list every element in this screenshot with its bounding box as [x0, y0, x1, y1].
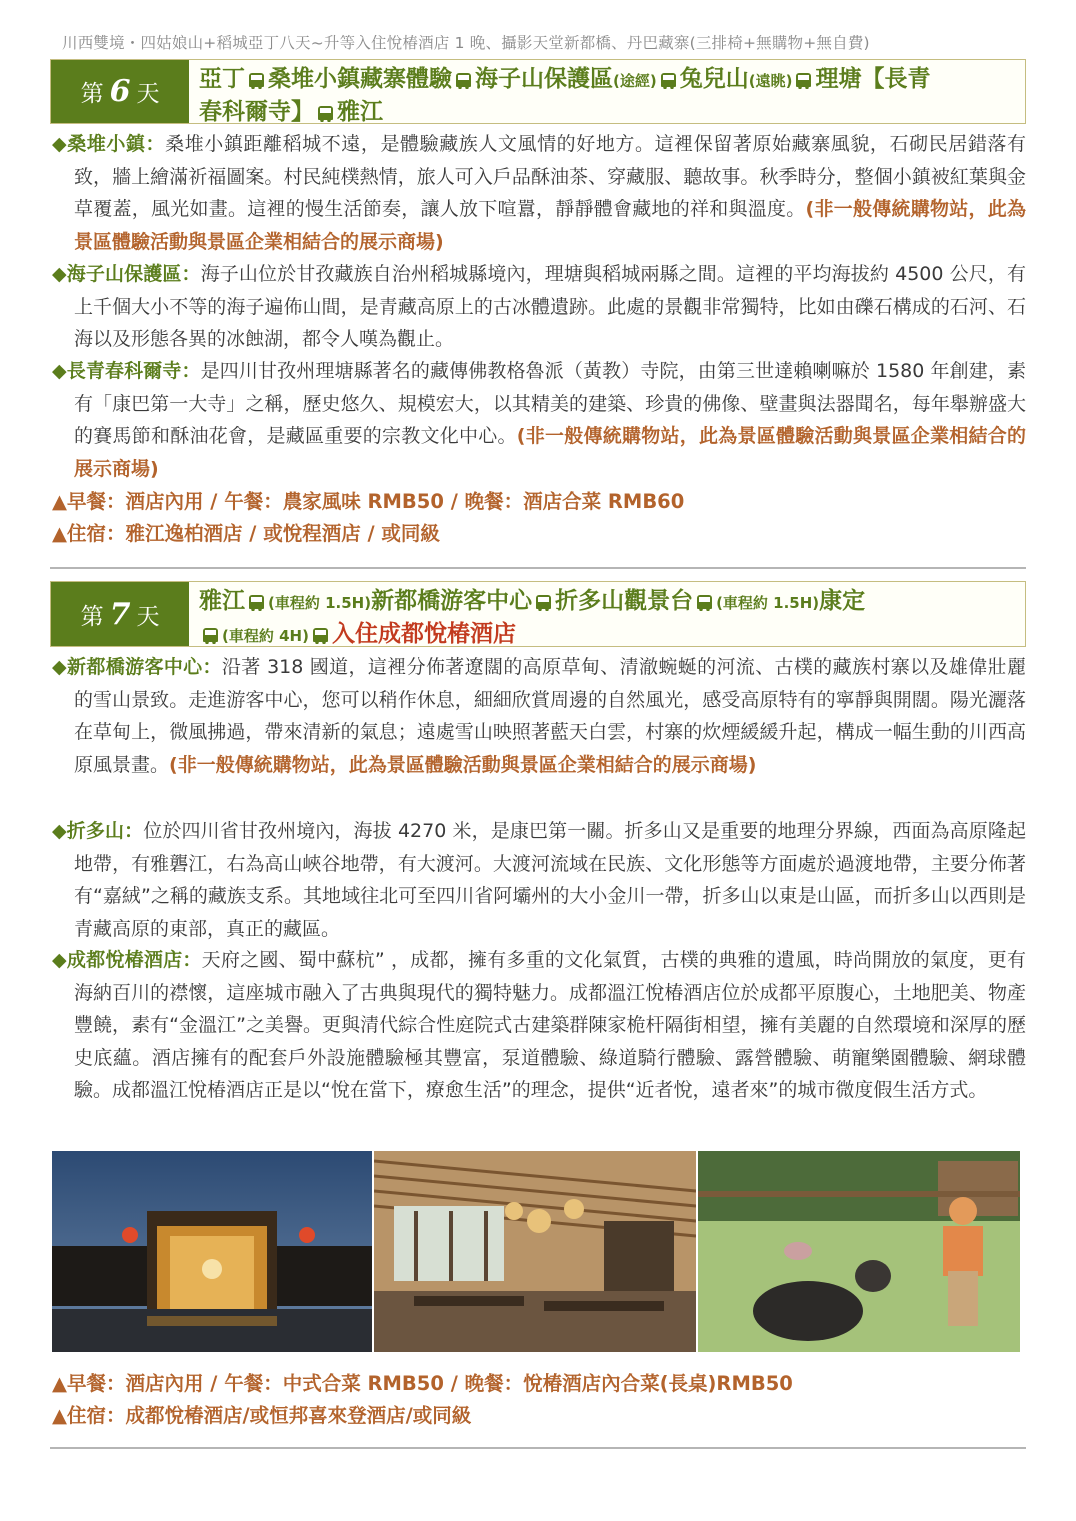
route-stop: 兔兒山: [679, 66, 749, 92]
day6-meal: ▲早餐：酒店內用 / 午餐：農家風味 RMB50 / 晚餐：酒店合菜 RMB60: [52, 490, 685, 513]
item-title: ◆折多山：: [52, 820, 144, 842]
item-text: 沿著 318 國道，這裡分佈著遼闊的高原草甸、清澈蜿蜒的河流、古樸的藏族村寨以及雄偉壯麗的雪山景致。走進游客中心，您可以稍作休息，細細欣賞周邊的自然風光，感受高原特有的寧靜與開闊。陽光灑落在草甸上，微風拂過，帶來清新的氣息；遠處雪山映照著藍天白雲，村寨的炊煙緩緩升起，構成一幅生動的川西高原風景畫。: [74, 656, 1026, 776]
day6-item-sangdui: [52, 128, 1026, 258]
bus-icon: [318, 106, 333, 120]
route-stop: 新都橋游客中心: [371, 588, 533, 614]
route-stop: 海子山保護區: [475, 66, 613, 92]
bus-icon: [249, 595, 264, 609]
day7-suffix: 天: [136, 603, 160, 630]
item-title: ◆成都悅椿酒店：: [52, 949, 202, 971]
route-stop: 雅江: [199, 588, 245, 614]
route-stop: 春科爾寺】: [199, 99, 314, 125]
bus-icon: [456, 73, 471, 87]
item-title: ◆海子山保護區：: [52, 263, 201, 285]
day6-number: 6: [109, 74, 131, 109]
route-stop: 康定: [819, 588, 866, 614]
day6-suffix: 天: [136, 81, 160, 107]
day7-header-box: [50, 581, 1026, 647]
item-text: 位於四川省甘孜州境內，海拔 4270 米，是康巴第一關。折多山又是重要的地理分界線，西面為高原隆起地帶，有雅礱江，右為高山峽谷地帶，有大渡河。大渡河流域在民族、文化形態等方面處於過渡地帶，主要分佈著有“嘉絨”之稱的藏族支系。其地域往北可至四川省阿壩州的大小金川一帶，折多山以東是山區，而折多山以西則是青藏高原的東部，真正的藏區。: [74, 820, 1026, 940]
bus-icon: [697, 595, 712, 609]
divider: [50, 1447, 1026, 1449]
item-title: ◆長青春科爾寺：: [52, 360, 201, 382]
item-note: (非一般傳統購物站，此為景區體驗活動與景區企業相結合的展示商場): [169, 753, 757, 776]
petting-zoo-photo: [698, 1151, 1020, 1352]
bus-icon: [249, 73, 264, 87]
bus-icon: [796, 73, 811, 87]
bus-icon: [203, 628, 218, 642]
hotel-exterior-photo: [52, 1151, 372, 1352]
route-stop: 理塘【長青: [815, 66, 931, 92]
divider: [50, 567, 1026, 569]
day6-route: [189, 60, 1025, 123]
day7-route: [189, 582, 1025, 646]
day6-item-haizishan: [52, 258, 1026, 356]
route-stop: 折多山觀景台: [555, 588, 694, 614]
route-stop: 雅江: [337, 99, 383, 125]
bus-icon: [536, 595, 551, 609]
item-note: (非一般傳統購物站，此為景區體驗活動與景區企業相結合的展示商場): [74, 198, 1026, 253]
day7-prefix: 第: [80, 603, 104, 630]
day6-item-temple: [52, 355, 1026, 485]
item-text: 桑堆小鎮距離稻城不遠，是體驗藏族人文風情的好地方。這裡保留著原始藏寨風貌，石砌民居錯落有致，牆上繪滿祈福圖案。村民純樸熱情，旅人可入戶品酥油茶、穿藏服、聽故事。秋季時分，整個小鎮被紅葉與金草覆蓋，風光如畫。這裡的慢生活節奏，讓人放下喧囂，靜靜體會藏地的祥和與溫度。: [74, 133, 1026, 220]
day7-item-hotel: [52, 944, 1026, 1107]
route-note: (遠眺): [748, 72, 793, 90]
item-title: ◆新都橋游客中心：: [52, 656, 222, 678]
item-title: ◆桑堆小鎮：: [52, 133, 166, 155]
route-note: (途經): [613, 72, 657, 90]
bus-icon: [661, 73, 676, 87]
hotel-restaurant-photo: [374, 1151, 696, 1352]
day7-hotel: ▲住宿：成都悅椿酒店/或恒邦喜來登酒店/或同級: [52, 1404, 472, 1427]
item-note: (非一般傳統購物站，此為景區體驗活動與景區企業相結合的展示商場): [74, 425, 1026, 480]
route-note: (車程約 1.5H): [716, 594, 820, 612]
day6-header-box: [50, 59, 1026, 124]
page-header: 川西雙境・四姑娘山+稻城亞丁八天~升等入住悅椿酒店 1 晚、攝影天堂新都橋、丹巴藏寨(三排椅+無購物+無自費): [62, 34, 870, 52]
day7-number: 7: [109, 596, 131, 632]
route-stop: 入住成都悅椿酒店: [331, 621, 516, 647]
route-note: (車程約 1.5H): [268, 594, 372, 612]
day6-hotel: ▲住宿：雅江逸柏酒店 / 或悅程酒店 / 或同級: [52, 522, 440, 545]
item-text: 天府之國、蜀中蘇杭” ，成都，擁有多重的文化氣質，古樸的典雅的遺風，時尚開放的氣度，更有海納百川的襟懷，這座城市融入了古典與現代的獨特魅力。成都溫江悅椿酒店位於成都平原腹心，土地肥美、物產豐饒，素有“金溫江”之美譽。更與清代綜合性庭院式古建築群陳家桅杆隔街相望，擁有美麗的自然環境和深厚的歷史底蘊。酒店擁有的配套戶外設施體驗極其豐富，泵道體驗、綠道騎行體驗、露營體驗、萌寵樂園體驗、網球體驗。成都溫江悅椿酒店正是以“悅在當下，療愈生活”的理念，提供“近者悅，遠者來”的城市微度假生活方式。: [74, 949, 1026, 1101]
item-text: 海子山位於甘孜藏族自治州稻城縣境內，理塘與稻城兩縣之間。這裡的平均海拔約 4500 公尺，有上千個大小不等的海子遍佈山間，是青藏高原上的古冰體遺跡。此處的景觀非常獨特，比如由礫石構成的石河、石海以及形態各異的冰蝕湖，都令人嘆為觀止。: [74, 263, 1026, 350]
item-text: 是四川甘孜州理塘縣著名的藏傳佛教格魯派（黃教）寺院，由第三世達賴喇嘛於 1580 年創建，素有「康巴第一大寺」之稱，歷史悠久、規模宏大，以其精美的建築、珍貴的佛像、壁畫與法器聞名，每年舉辦盛大的賽馬節和酥油花會，是藏區重要的宗教文化中心。: [74, 360, 1026, 447]
route-stop: 亞丁: [199, 66, 245, 92]
day7-meal: ▲早餐：酒店內用 / 午餐：中式合菜 RMB50 / 晚餐：悅椿酒店內合菜(長桌)RMB50: [52, 1372, 793, 1395]
route-stop: 桑堆小鎮藏寨體驗: [268, 66, 452, 92]
day7-item-xinduqiao: [52, 651, 1026, 781]
day7-item-zheduoshan: [52, 815, 1026, 945]
bus-icon: [313, 628, 328, 642]
route-note: (車程約 4H): [222, 627, 309, 645]
day7-badge: [51, 582, 189, 646]
day6-badge: [51, 60, 189, 123]
day6-prefix: 第: [80, 81, 104, 107]
